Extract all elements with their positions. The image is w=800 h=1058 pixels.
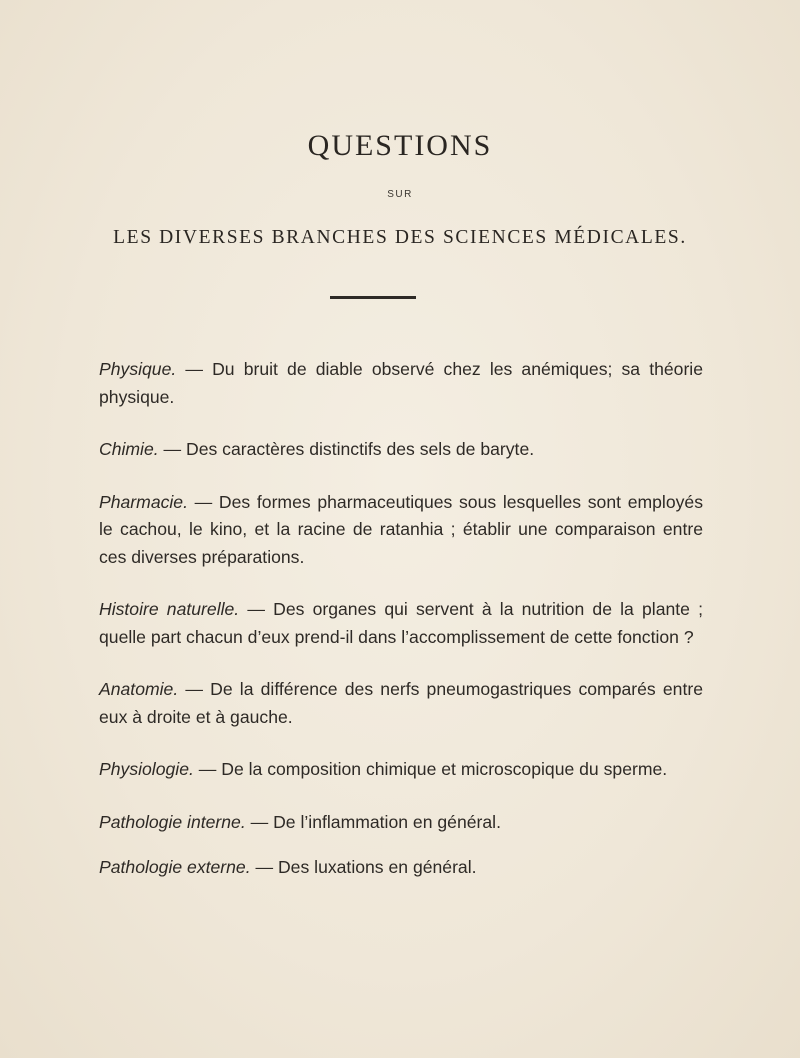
question-label: Pathologie interne.	[99, 811, 246, 832]
page-title: QUESTIONS	[307, 129, 493, 162]
question-text: — De l’inflammation en général.	[245, 811, 501, 832]
title-connector: SUR	[387, 189, 413, 200]
question-label: Chimie.	[99, 439, 159, 459]
question-text: — Des formes pharmaceutiques sous lesquelles sont employés le cachou, le kino, et la racine de ratanhia ; établir une comparaison entre ces diverses préparations.	[99, 491, 703, 567]
question-anatomie	[99, 676, 703, 731]
question-pathologie-interne	[99, 809, 703, 837]
question-text: — Du bruit de diable observé chez les anémiques; sa théorie physique.	[99, 359, 703, 407]
question-text: — De la différence des nerfs pneumogastriques comparés entre eux à droite et à gauche.	[99, 679, 703, 727]
title-divider	[330, 296, 416, 299]
question-label: Anatomie.	[99, 679, 179, 699]
question-text: — Des caractères distinctifs des sels de baryte.	[158, 439, 535, 459]
question-label: Pharmacie.	[99, 491, 188, 512]
question-text: — Des organes qui servent à la nutrition de la plante ; quelle part chacun d’eux prend-il dans l’accomplissement de cette fonction ?	[99, 599, 703, 647]
question-text: — De la composition chimique et microscopique du sperme.	[193, 759, 668, 779]
question-label: Physique.	[99, 359, 177, 379]
question-physiologie	[99, 756, 703, 784]
question-chimie	[99, 436, 703, 464]
question-label: Histoire naturelle.	[99, 599, 240, 619]
question-list	[99, 356, 703, 907]
page-subtitle: LES DIVERSES BRANCHES DES SCIENCES MÉDICALES.	[113, 227, 687, 248]
question-label: Pathologie externe.	[99, 857, 251, 877]
question-label: Physiologie.	[99, 759, 194, 779]
question-pharmacie	[99, 489, 703, 572]
question-pathologie-externe	[99, 854, 703, 882]
question-text: — Des luxations en général.	[250, 857, 477, 877]
question-histoire-naturelle	[99, 596, 703, 651]
question-physique	[99, 356, 703, 411]
